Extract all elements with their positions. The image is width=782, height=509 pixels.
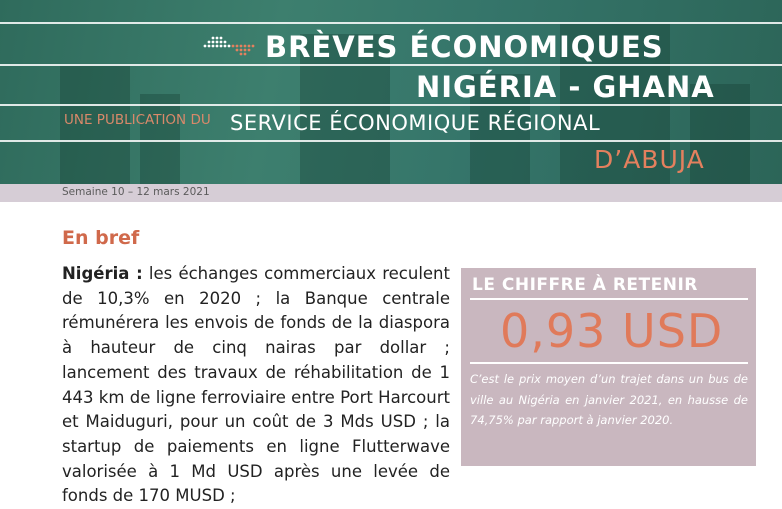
header-banner xyxy=(0,0,782,184)
banner-building-shape xyxy=(140,94,180,184)
highlight-box-title: LE CHIFFRE À RETENIR xyxy=(472,275,698,295)
publication-prefix: UNE PUBLICATION DU xyxy=(64,112,211,128)
paragraph-country: Nigéria : xyxy=(62,264,143,283)
publication-service: SERVICE ÉCONOMIQUE RÉGIONAL xyxy=(230,111,601,135)
banner-stripe xyxy=(0,140,782,142)
news-paragraph xyxy=(62,262,450,509)
highlight-description: C’est le prix moyen d’un trajet dans un bus de ville au Nigéria en janvier 2021, en hausse de 74,75% par rapport à janvier 2020. xyxy=(470,372,748,427)
week-label: Semaine 10 – 12 mars 2021 xyxy=(62,186,210,198)
paragraph-text: les échanges commerciaux reculent de 10,3% en 2020 ; la Banque centrale rémunérera les envois de fonds de la diaspora à hauteur de cinq nairas par dollar ; lancement des travaux de réhabilitation de 1 443 km de ligne ferroviaire entre Port Harcourt et Maiduguri, pour un coût de 3 Mds USD ; la startup de paiements en ligne Flutterwave valorisée à 1 Md USD après une levée de fonds de 170 MUSD ; xyxy=(62,264,450,506)
banner-stripe xyxy=(0,64,782,66)
title-line-1: BRÈVES ÉCONOMIQUES xyxy=(265,30,664,64)
publication-city: D’ABUJA xyxy=(594,145,705,174)
dots-logo-icon xyxy=(203,34,257,58)
highlight-box-divider xyxy=(470,362,748,364)
banner-stripe xyxy=(0,104,782,106)
highlight-box-divider xyxy=(470,298,748,300)
title-line-2: NIGÉRIA - GHANA xyxy=(416,70,715,104)
banner-stripe xyxy=(0,22,782,24)
highlight-figure: 0,93 USD xyxy=(500,304,724,358)
section-title: En bref xyxy=(62,227,140,249)
